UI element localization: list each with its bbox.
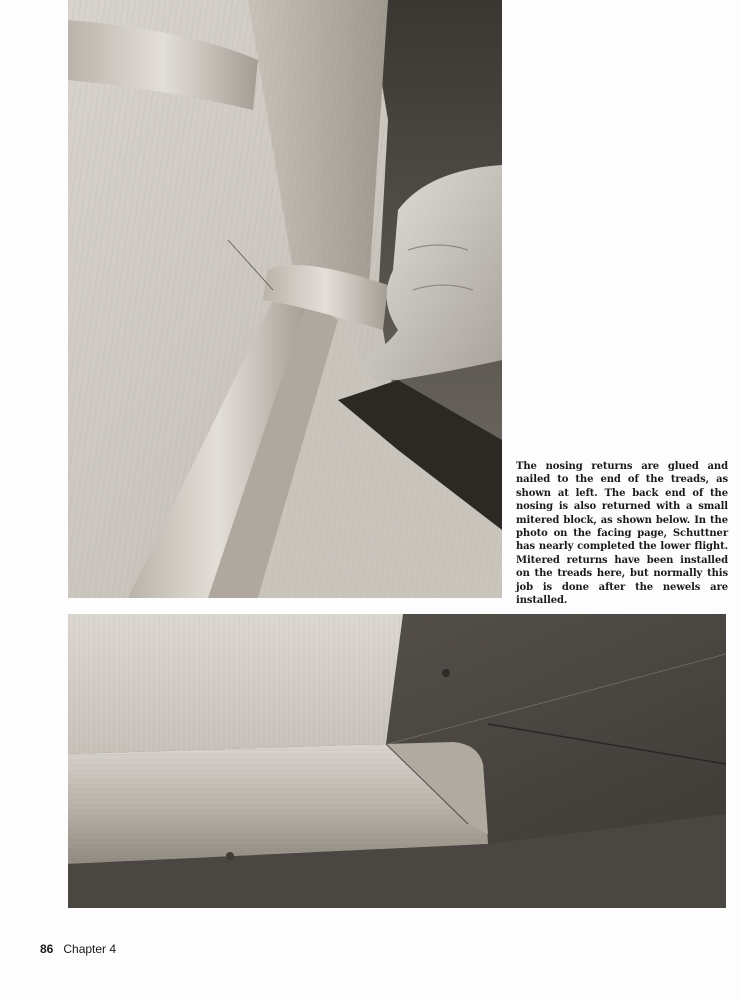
chapter-label: Chapter 4	[63, 942, 117, 956]
photo-nosing-return-installation	[68, 0, 502, 598]
page-number: 86	[40, 942, 54, 956]
photo-mitered-return-block	[68, 614, 726, 908]
photo-nosing-return-illustration	[68, 0, 502, 598]
photo-mitered-block-illustration	[68, 614, 726, 908]
page-footer	[40, 942, 116, 960]
photo-caption: The nosing returns are glued and nailed to the end of the treads, as shown at left. The back end of the nosing is also returned with a small mitered block, as shown below. In the photo on the facing page, Schuttner has nearly completed the lower flight. Mitered returns have been installed on the treads here, but normally this job is done after the newels are installed.	[516, 461, 728, 607]
